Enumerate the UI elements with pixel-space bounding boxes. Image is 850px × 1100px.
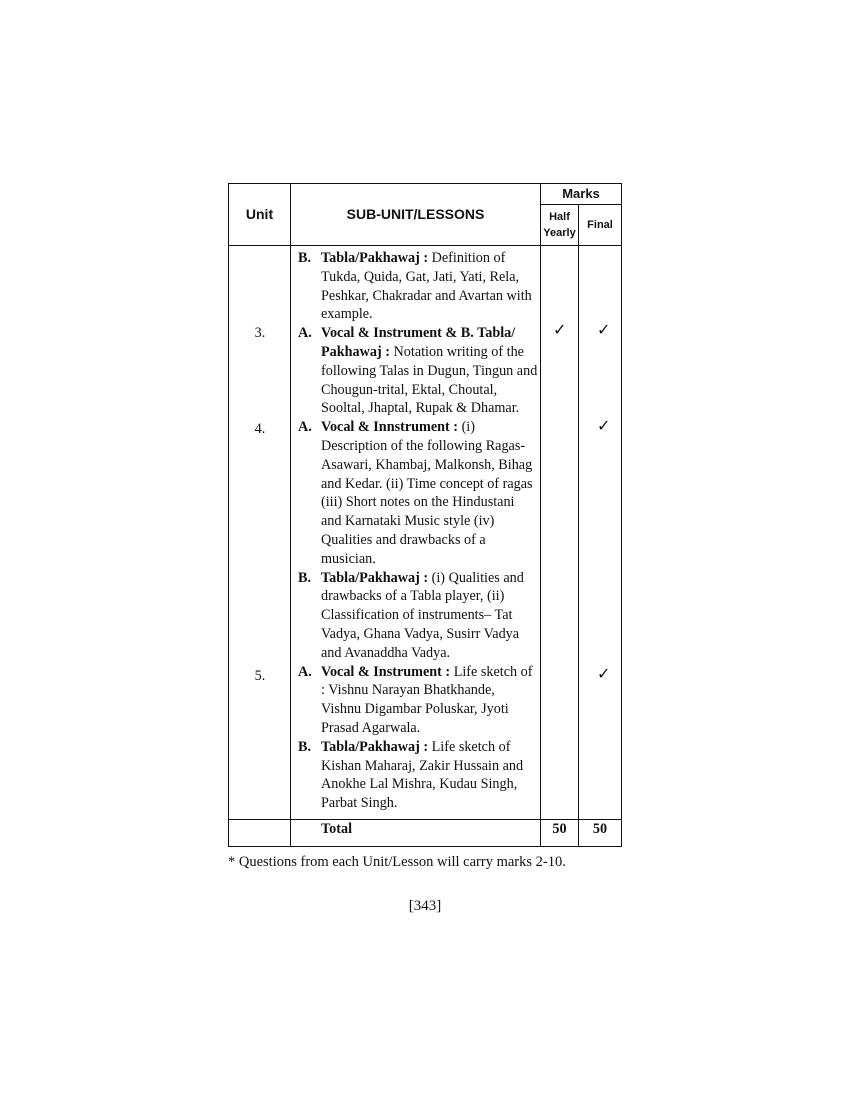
lesson-desc: Definition of Tukda, Quida, Gat, Jati, Yati, Rela, Peshkar, Chakradar and Avartan with example.: [321, 250, 532, 323]
unit-number-3: 3.: [254, 325, 266, 341]
lesson-desc: (i) Description of the following Ragas-Asawari, Khambaj, Malkonsh, Bihag and Kedar. (ii) Time concept of ragas (iii) Short notes on the Hindustani and Karnataki Music style (iv) Qualities and drawbacks of a musician.: [321, 419, 533, 567]
lesson-title: Vocal & Instrument :: [321, 663, 451, 680]
lesson-entry: [291, 663, 540, 738]
lesson-text: [321, 738, 538, 813]
check-mark-icon: ✓: [553, 322, 567, 339]
lesson-desc: (i) Qualities and drawbacks of a Tabla player, (ii) Classification of instruments– Tat Vadya, Ghana Vadya, Susirr Vadya and Avanaddha Vadya.: [321, 569, 524, 661]
lesson-title: Vocal & Instrument & B. Tabla/ Pakhawaj :: [321, 325, 516, 360]
lesson-letter: B.: [298, 250, 312, 266]
total-final: 50: [579, 820, 622, 847]
lesson-entry: [291, 738, 540, 813]
header-half-yearly: [541, 205, 579, 246]
lesson-title: Tabla/Pakhawaj :: [321, 738, 429, 755]
page-number: [343]: [408, 898, 442, 914]
header-unit: Unit: [229, 184, 291, 246]
check-mark-icon: ✓: [597, 666, 611, 683]
lesson-title: Vocal & Innstrument :: [321, 419, 459, 436]
lesson-entry: [291, 246, 540, 324]
header-half-line2: Yearly: [543, 227, 576, 239]
unit-number-4: 4.: [254, 421, 266, 437]
lesson-text: [321, 569, 538, 663]
unit-column: [229, 246, 291, 820]
header-marks: Marks: [541, 184, 622, 205]
lesson-letter: A.: [298, 663, 312, 680]
lesson-text: [321, 418, 538, 568]
lesson-entry: [291, 324, 540, 418]
lesson-title: Tabla/Pakhawaj :: [321, 569, 429, 586]
lesson-letter: B.: [298, 569, 312, 586]
lesson-desc: Notation writing of the following Talas in Dugun, Tingun and Chougun-trital, Ektal, Choutal, Sooltal, Jhaptal, Rupak & Dhamar.: [321, 343, 538, 417]
check-mark-icon: ✓: [597, 418, 611, 435]
header-final: Final: [579, 205, 622, 246]
lesson-letter: A.: [298, 419, 312, 436]
lesson-entry: [291, 418, 540, 568]
lesson-text: [321, 324, 538, 418]
final-column: [579, 246, 622, 820]
total-label: Total: [291, 820, 541, 847]
header-sub-unit: SUB-UNIT/LESSONS: [291, 184, 541, 246]
lesson-entry: [291, 569, 540, 663]
lesson-letter: A.: [298, 325, 312, 342]
lesson-text: [321, 249, 538, 324]
half-yearly-column: [541, 246, 579, 820]
lesson-title: Tabla/Pakhawaj :: [321, 250, 429, 266]
unit-number-5: 5.: [254, 668, 266, 684]
lessons-column: [291, 246, 541, 820]
lesson-letter: B.: [298, 738, 312, 755]
total-unit-cell: [229, 820, 291, 847]
lesson-desc: Life sketch of Kishan Maharaj, Zakir Hussain and Anokhe Lal Mishra, Kudau Singh, Parbat Singh.: [321, 738, 524, 812]
lesson-desc: Life sketch of : Vishnu Narayan Bhatkhande, Vishnu Digambar Poluskar, Jyoti Prasad Agarwala.: [321, 663, 533, 736]
syllabus-table-wrapper: [228, 183, 621, 847]
header-half-line1: Half: [549, 211, 570, 223]
check-mark-icon: ✓: [597, 322, 611, 339]
syllabus-table: [228, 183, 622, 847]
footnote: * Questions from each Unit/Lesson will carry marks 2-10.: [228, 854, 566, 870]
total-half-yearly: 50: [541, 820, 579, 847]
lesson-text: [321, 663, 538, 738]
